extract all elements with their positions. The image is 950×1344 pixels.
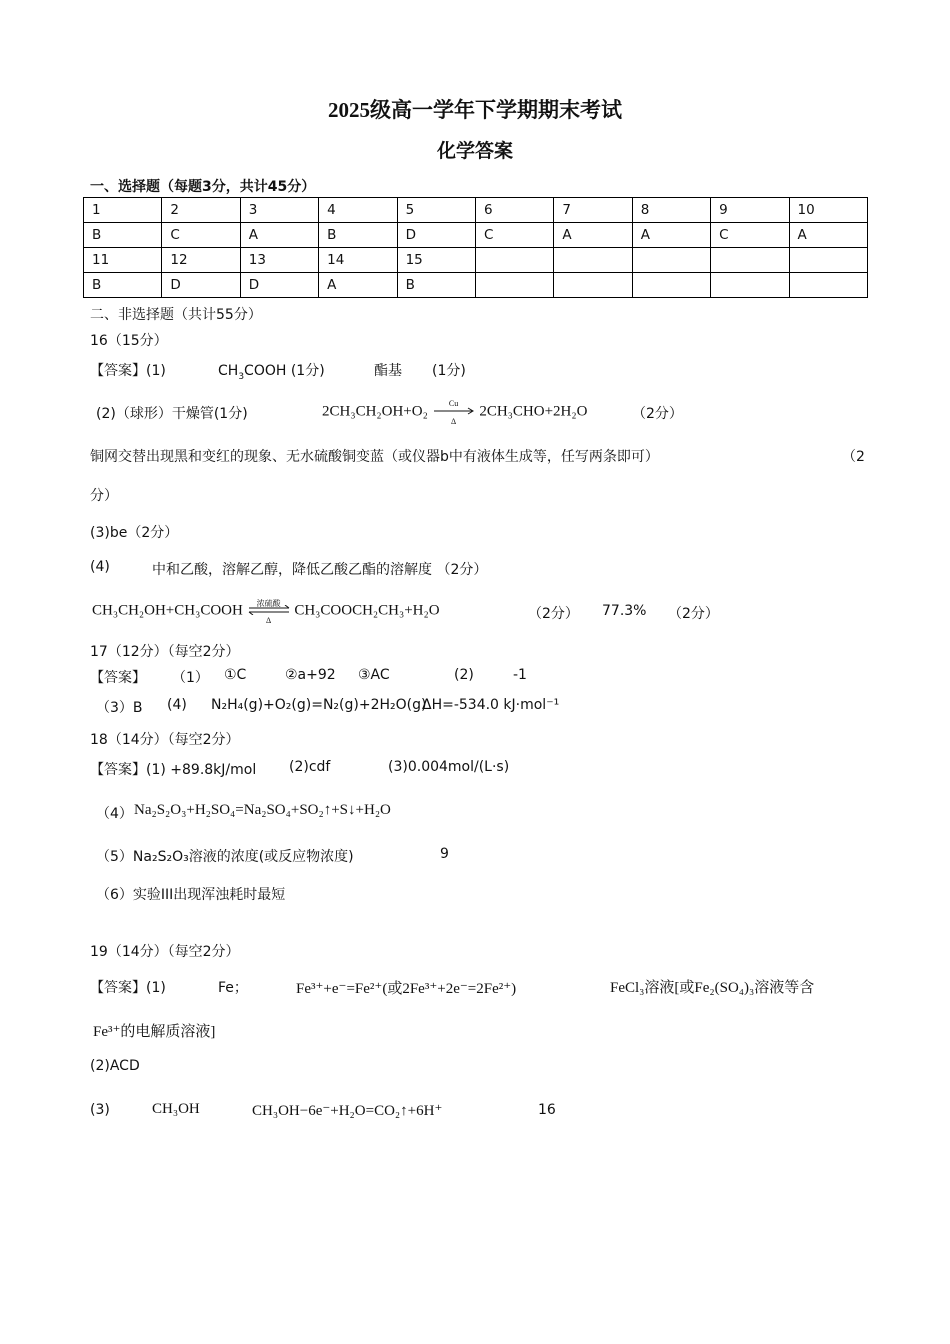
table-cell: 2	[162, 198, 240, 223]
q16-phenomenon: 铜网交替出现黑和变红的现象、无水硫酸铜变蓝（或仪器b中有液体生成等，任写两条即可）	[90, 449, 659, 465]
table-cell	[475, 273, 553, 298]
equilibrium-arrow-icon	[247, 605, 291, 615]
q17-choice3: ③AC	[358, 667, 390, 683]
q17-heading: 17（12分）（每空2分）	[90, 644, 240, 660]
q17-choice2: ②a+92	[285, 667, 336, 683]
arrow-condition-top: Cu	[448, 399, 459, 408]
section-2-heading: 二、非选择题（共计55分）	[90, 307, 262, 323]
q16-esterification-equation	[92, 599, 440, 625]
table-cell: 7	[554, 198, 632, 223]
table-cell: A	[319, 273, 397, 298]
q17-part2: (2)	[454, 667, 474, 683]
table-cell: 3	[240, 198, 318, 223]
table-row	[84, 248, 868, 273]
table-cell: A	[789, 223, 867, 248]
table-cell: 13	[240, 248, 318, 273]
arrow-condition-bottom: Δ	[451, 417, 457, 426]
q19-electrolyte-cont: Fe³⁺的电解质溶液]	[93, 1024, 216, 1040]
q16-part4-text: 中和乙酸，溶解乙醇，降低乙酸乙酯的溶解度 （2分）	[152, 562, 488, 578]
table-cell	[789, 273, 867, 298]
q18-equation: Na₂S₂O₃+H₂SO₄=Na₂SO₄+SO₂↑+S↓+H₂O	[134, 802, 391, 818]
q19-fuel: CH₃OH	[152, 1101, 200, 1117]
table-cell: B	[84, 273, 162, 298]
table-cell	[711, 273, 789, 298]
q18-part5-value: 9	[440, 846, 449, 862]
q19-electrolyte: FeCl₃溶液[或Fe₂(SO₄)₃溶液等含	[610, 980, 815, 996]
q16-score: (1分)	[432, 363, 466, 379]
table-cell: 4	[319, 198, 397, 223]
arrow-condition-top: 浓硫酸	[256, 599, 281, 608]
q19-part2: (2)ACD	[90, 1058, 140, 1074]
q19-electrode: Fe；	[218, 980, 248, 996]
table-row	[84, 198, 868, 223]
section-1-heading: 一、选择题（每题3分，共计45分）	[90, 179, 316, 195]
table-cell: D	[397, 223, 475, 248]
reversible-arrow	[247, 599, 291, 625]
formula-subscript: 3	[238, 371, 245, 382]
q17-answer-label: 【答案】	[90, 670, 146, 686]
q16-functional-group: 酯基	[374, 363, 402, 379]
q19-heading: 19（14分）（每空2分）	[90, 944, 240, 960]
table-cell	[475, 248, 553, 273]
q19-part3-label: (3)	[90, 1102, 110, 1118]
table-cell: B	[319, 223, 397, 248]
q19-answer-label: 【答案】(1)	[90, 980, 166, 996]
q16-equation-oxidation	[322, 399, 588, 426]
q16-phenomenon-score-cont: 分）	[90, 488, 118, 504]
q16-yield-score: （2分）	[668, 606, 719, 622]
q17-choice1: ①C	[224, 667, 247, 683]
q16-part2: (2)（球形）干燥管(1分)	[96, 406, 248, 422]
q16-part4-label: (4)	[90, 559, 110, 575]
q16-yield: 77.3%	[602, 603, 647, 619]
table-cell: C	[162, 223, 240, 248]
table-cell	[632, 248, 710, 273]
q18-heading: 18（14分）（每空2分）	[90, 732, 240, 748]
table-cell: D	[240, 273, 318, 298]
equation-right: 2CH₃CHO+2H₂O	[479, 403, 588, 420]
q16-answer-label: 【答案】(1)	[90, 363, 166, 379]
answer-table	[83, 197, 868, 298]
arrow-icon	[432, 406, 476, 416]
table-cell: D	[162, 273, 240, 298]
table-cell	[554, 248, 632, 273]
page-title: 2025级高一学年下学期期末考试	[328, 98, 622, 122]
table-cell: 12	[162, 248, 240, 273]
q17-part3: （3）B	[96, 700, 143, 716]
table-cell: B	[84, 223, 162, 248]
table-cell: 5	[397, 198, 475, 223]
q16-phenomenon-score: （2	[842, 449, 865, 465]
equation-left: CH₃CH₂OH+CH₃COOH	[92, 602, 243, 619]
table-cell: A	[554, 223, 632, 248]
table-cell: 15	[397, 248, 475, 273]
table-cell	[789, 248, 867, 273]
page-subtitle: 化学答案	[436, 140, 513, 162]
equation-right: CH₃COOCH₂CH₃+H₂O	[294, 602, 440, 619]
table-cell: A	[632, 223, 710, 248]
table-row	[84, 223, 868, 248]
table-cell: C	[711, 223, 789, 248]
arrow-condition-bottom: Δ	[266, 616, 272, 625]
q18-part4-label: （4）	[96, 806, 133, 822]
q16-formula	[218, 360, 325, 380]
q18-part6: （6）实验III出现浑浊耗时最短	[96, 887, 286, 903]
q19-electrode-equation: Fe³⁺+e⁻=Fe²⁺(或2Fe³⁺+2e⁻=2Fe²⁺)	[296, 981, 517, 997]
formula-part: CH	[218, 363, 239, 379]
equation-left: 2CH₃CH₂OH+O₂	[322, 403, 428, 420]
q16-eq2-score: （2分）	[528, 606, 579, 622]
table-cell: 9	[711, 198, 789, 223]
q18-part3: (3)0.004mol/(L·s)	[388, 759, 510, 775]
table-cell	[632, 273, 710, 298]
table-cell: 1	[84, 198, 162, 223]
q16-eq-score: （2分）	[632, 406, 683, 422]
q16-part3: (3)be（2分）	[90, 525, 179, 541]
table-cell: A	[240, 223, 318, 248]
table-cell: C	[475, 223, 553, 248]
q19-anode-equation: CH₃OH−6e⁻+H₂O=CO₂↑+6H⁺	[252, 1103, 443, 1119]
table-cell: 10	[789, 198, 867, 223]
q19-part3-value: 16	[538, 1102, 556, 1118]
reaction-arrow	[432, 399, 476, 426]
formula-part: COOH (1分)	[244, 363, 325, 379]
table-row	[84, 273, 868, 298]
q18-part5: （5）Na₂S₂O₃溶液的浓度(或反应物浓度)	[96, 849, 354, 865]
q16-heading: 16（15分）	[90, 333, 168, 349]
table-cell: 11	[84, 248, 162, 273]
q17-thermo-equation: N₂H₄(g)+O₂(g)=N₂(g)+2H₂O(g)	[211, 697, 427, 713]
q17-part4: (4)	[167, 697, 187, 713]
q18-part1: 【答案】(1) +89.8kJ/mol	[90, 762, 257, 778]
table-cell: 14	[319, 248, 397, 273]
q18-part2: (2)cdf	[289, 759, 331, 775]
table-cell	[554, 273, 632, 298]
table-cell: B	[397, 273, 475, 298]
q17-part2-value: -1	[513, 667, 527, 683]
table-cell	[711, 248, 789, 273]
q17-enthalpy: ΔH=-534.0 kJ·mol⁻¹	[422, 697, 560, 713]
q17-part1: （1）	[172, 670, 209, 686]
table-cell: 6	[475, 198, 553, 223]
table-cell: 8	[632, 198, 710, 223]
